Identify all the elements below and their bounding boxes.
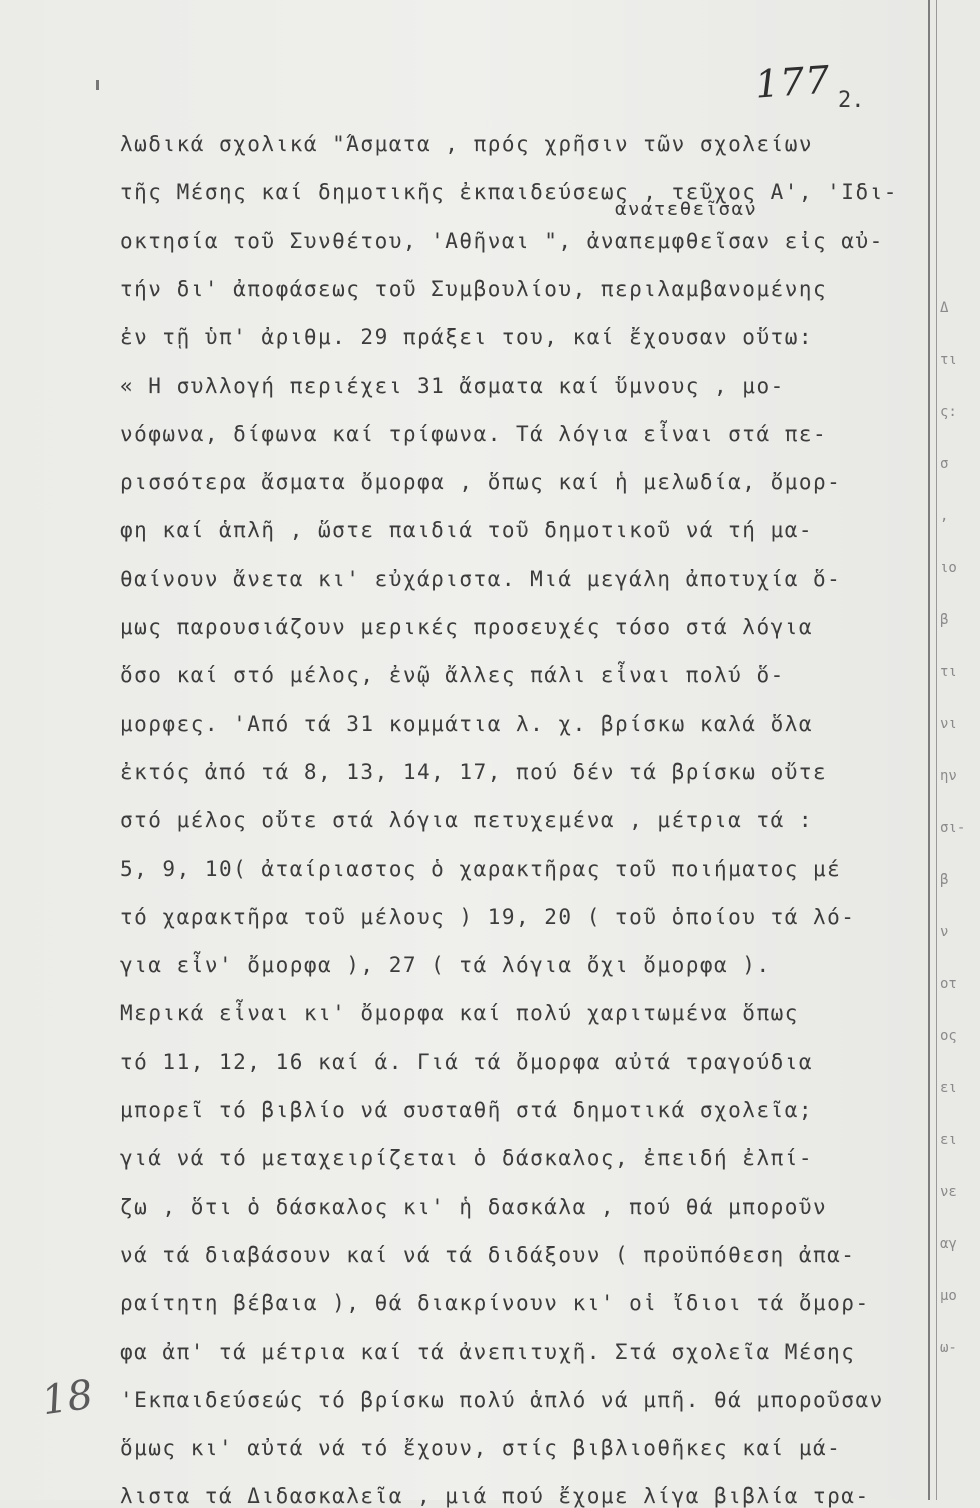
bleed-through-glyph: οτ xyxy=(940,976,957,992)
text-line: « Η συλλογή περιέχει 31 ἄσματα καί ὕμνους , μο- xyxy=(120,373,785,398)
bleed-through-glyph: ιο xyxy=(940,560,957,576)
bleed-through-glyph: νι xyxy=(940,716,957,732)
text-line: τό 11, 12, 16 καί ά. Γιά τά ὄμορφα αὐτά τραγούδια xyxy=(120,1049,814,1074)
folio-number: 177 xyxy=(753,57,832,107)
text-line: λωδικά σχολικά "Άσματα , πρός χρῆσιν τῶν σχολείων xyxy=(120,132,814,156)
page-edge xyxy=(928,0,930,1500)
bleed-through-glyph: αγ xyxy=(940,1236,957,1252)
text-line: θαίνουν ἄνετα κι' εὐχάριστα. Μιά μεγάλη ἀποτυχία ὅ- xyxy=(120,566,842,591)
text-line: για εἶν' ὄμορφα ), 27 ( τά λόγια ὄχι ὄμορφα ). xyxy=(120,953,771,978)
bleed-through-glyph: νε xyxy=(940,1184,957,1200)
bleed-through-glyph: σ xyxy=(940,456,949,472)
text-line: στό μέλος οὔτε στά λόγια πετυχεμένα , μέτρια τά : xyxy=(120,808,814,833)
bleed-through-glyph: μο xyxy=(940,1288,957,1304)
text-line: τῆς Μέσης καί δημοτικῆς ἐκπαιδεύσεως , τεῦχος Α', 'Ιδι- xyxy=(120,180,898,205)
text-line: 5, 9, 10( ἀταίριαστος ὁ χαρακτῆρας τοῦ ποιήματος μέ xyxy=(120,856,842,881)
bleed-through-glyph: , xyxy=(940,508,949,524)
interlinear-insert: ανατεθεῖσαν xyxy=(615,198,758,220)
text-line: λιστα τά Διδασκαλεῖα , μιά πού ἔχομε λίγα βιβλία τρα- xyxy=(120,1484,870,1508)
bleed-through-glyph: ει xyxy=(940,1080,957,1096)
text-line: ὅσο καί στό μέλος, ἐνῷ ἄλλες πάλι εἶναι πολύ ὅ- xyxy=(120,663,785,688)
text-line: μως παρουσιάζουν μερικές προσευχές τόσο στά λόγια xyxy=(120,615,814,639)
ink-mark xyxy=(96,80,99,90)
bleed-through-glyph: Δ xyxy=(940,300,949,316)
text-line: τό χαρακτῆρα τοῦ μέλους ) 19, 20 ( τοῦ ὁποίου τά λό- xyxy=(120,904,856,929)
bleed-through-glyph: ς: xyxy=(940,404,957,420)
text-line: ρισσότερα ἄσματα ὄμορφα , ὅπως καί ἡ μελωδία, ὄμορ- xyxy=(120,470,842,495)
bleed-through-glyph: σι- xyxy=(940,820,966,836)
bleed-through-glyph: ει xyxy=(940,1132,957,1148)
bleed-through-glyph: τι xyxy=(940,352,957,368)
bleed-through-glyph: ην xyxy=(940,768,957,784)
text-line: ἐκτός ἀπό τά 8, 13, 14, 17, πού δέν τά βρίσκω οὔτε xyxy=(120,759,828,784)
text-line: 'Εκπαιδεύσεώς τό βρίσκω πολύ ἁπλό νά μπῆ. θά μποροῦσαν xyxy=(120,1387,884,1412)
page-edge-inner xyxy=(936,0,937,1500)
text-line: τήν δι' ἀποφάσεως τοῦ Συμβουλίου, περιλαμβανομένης xyxy=(120,276,828,301)
bleed-through-glyph: β xyxy=(940,612,949,628)
text-line: Μερικά εἶναι κι' ὄμορφα καί πολύ χαριτωμένα ὅπως xyxy=(120,1001,799,1026)
bleed-through-glyph: β xyxy=(940,872,949,888)
bleed-through-glyph: ος xyxy=(940,1028,957,1044)
text-line: νόφωνα, δίφωνα καί τρίφωνα. Τά λόγια εἶναι στά πε- xyxy=(120,421,828,446)
bleed-through-glyph: τι xyxy=(940,664,957,680)
bleed-through-glyph: ω- xyxy=(940,1340,957,1356)
text-line: μπορεῖ τό βιβλίο νά συσταθῆ στά δημοτικά σχολεῖα; xyxy=(120,1098,814,1122)
text-line: ζω , ὅτι ὁ δάσκαλος κι' ἡ δασκάλα , πού θά μποροῦν xyxy=(120,1194,828,1219)
text-line: ὅμως κι' αὐτά νά τό ἔχουν, στίς βιβλιοθῆκες καί μά- xyxy=(120,1436,842,1461)
text-line: φα ἀπ' τά μέτρια καί τά ἀνεπιτυχῆ. Στά σχολεῖα Μέσης xyxy=(120,1339,856,1364)
text-line: ραίτητη βέβαια ), θά διακρίνουν κι' οἱ ἴδιοι τά ὄμορ- xyxy=(120,1291,870,1316)
text-line: νά τά διαβάσουν καί νά τά διδάξουν ( προϋπόθεση ἀπα- xyxy=(120,1242,856,1267)
bleed-through-glyph: ν xyxy=(940,924,949,940)
page-number: 2. xyxy=(838,88,865,113)
text-line: οκτησία τοῦ Συνθέτου, 'Αθῆναι ", ἀναπεμφθεῖσαν εἰς αὐ- xyxy=(120,228,884,253)
text-line: γιά νά τό μεταχειρίζεται ὁ δάσκαλος, ἐπειδή ἐλπί- xyxy=(120,1146,814,1171)
text-line: μορφες. 'Από τά 31 κομμάτια λ. χ. βρίσκω καλά ὅλα xyxy=(120,711,814,736)
margin-handwritten-note: 18 xyxy=(39,1371,96,1425)
text-line: φη καί ἁπλῆ , ὥστε παιδιά τοῦ δημοτικοῦ νά τή μα- xyxy=(120,518,814,543)
text-line: ἐν τῇ ὑπ' ἀριθμ. 29 πράξει του, καί ἔχουσαν οὕτω: xyxy=(120,325,814,350)
